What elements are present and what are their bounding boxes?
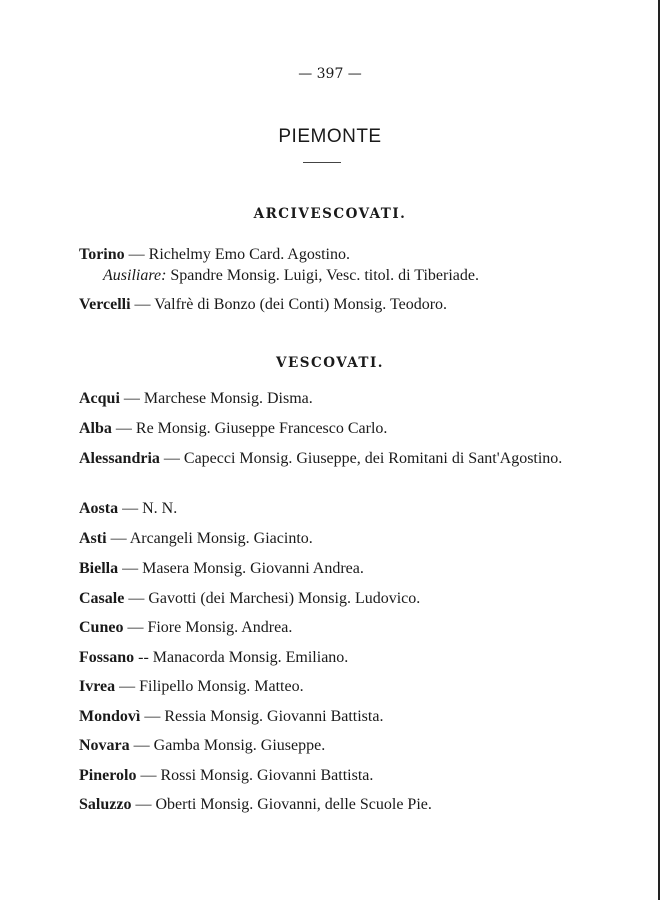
diocese-entry bbox=[79, 588, 569, 610]
dioceses-heading: VESCOVATI. bbox=[275, 355, 384, 371]
diocese-entry bbox=[79, 794, 569, 816]
separator: -- bbox=[134, 649, 153, 666]
see-name: Novara bbox=[79, 737, 130, 754]
separator: — bbox=[159, 450, 184, 467]
diocese-entry bbox=[79, 418, 569, 440]
see-name: Biella bbox=[79, 560, 119, 577]
archdiocese-entry bbox=[79, 244, 569, 266]
diocese-entry bbox=[79, 498, 569, 520]
see-name: Fossano bbox=[79, 649, 135, 666]
diocese-entry bbox=[79, 558, 569, 580]
separator: — bbox=[106, 530, 130, 547]
see-name: Casale bbox=[79, 590, 125, 607]
see-name: Mondovì bbox=[79, 708, 141, 725]
diocese-entry bbox=[79, 388, 569, 410]
bishop-name: Richelmy Emo Card. Agostino. bbox=[148, 246, 350, 263]
see-name: Alessandria bbox=[79, 450, 160, 467]
title-divider bbox=[303, 162, 341, 163]
bishop-name: Valfrè di Bonzo (dei Conti) Monsig. Teodoro. bbox=[154, 296, 448, 313]
separator: — bbox=[124, 590, 149, 607]
bishop-name: Fiore Monsig. Andrea. bbox=[147, 619, 293, 636]
see-name: Cuneo bbox=[79, 619, 124, 636]
separator: — bbox=[124, 246, 149, 263]
diocese-entry bbox=[79, 647, 569, 669]
separator: — bbox=[119, 390, 144, 407]
diocese-entry bbox=[79, 676, 569, 698]
bishop-name: Gamba Monsig. Giuseppe. bbox=[153, 737, 326, 754]
archdiocese-entry bbox=[79, 294, 569, 316]
bishop-name: Manacorda Monsig. Emiliano. bbox=[152, 649, 349, 666]
bishop-name: Capecci Monsig. Giuseppe, dei Romitani di Sant'Agostino. bbox=[183, 450, 563, 467]
diocese-entry bbox=[79, 706, 569, 728]
page-number: — 397 — bbox=[298, 66, 362, 82]
separator: — bbox=[129, 737, 154, 754]
auxiliary-entry bbox=[103, 265, 573, 287]
separator: — bbox=[131, 796, 156, 813]
bishop-name: Gavotti (dei Marchesi) Monsig. Ludovico. bbox=[148, 590, 421, 607]
see-name: Torino bbox=[79, 246, 125, 263]
separator: — bbox=[111, 420, 136, 437]
bishop-name: Marchese Monsig. Disma. bbox=[143, 390, 313, 407]
auxiliary-name: Spandre Monsig. Luigi, Vesc. titol. di Tiberiade. bbox=[166, 267, 479, 284]
separator: — bbox=[115, 678, 140, 695]
diocese-entry bbox=[79, 765, 569, 787]
diocese-entry bbox=[79, 528, 569, 550]
bishop-name: Re Monsig. Giuseppe Francesco Carlo. bbox=[135, 420, 388, 437]
bishop-name: Filipello Monsig. Matteo. bbox=[139, 678, 304, 695]
separator: — bbox=[123, 619, 148, 636]
bishop-name: Ressia Monsig. Giovanni Battista. bbox=[164, 708, 384, 725]
diocese-entry bbox=[79, 735, 569, 757]
archdioceses-heading: ARCIVESCOVATI. bbox=[253, 206, 407, 222]
see-name: Ivrea bbox=[79, 678, 116, 695]
see-name: Vercelli bbox=[79, 296, 131, 313]
diocese-entry bbox=[79, 448, 565, 470]
separator: — bbox=[118, 500, 143, 517]
see-name: Aosta bbox=[79, 500, 119, 517]
see-name: Saluzzo bbox=[79, 796, 132, 813]
auxiliary-label: Ausiliare: bbox=[103, 267, 167, 284]
see-name: Acqui bbox=[79, 390, 120, 407]
see-name: Alba bbox=[79, 420, 112, 437]
bishop-name: Rossi Monsig. Giovanni Battista. bbox=[160, 767, 374, 784]
region-title: PIEMONTE bbox=[278, 126, 382, 147]
separator: — bbox=[140, 708, 165, 725]
bishop-name: N. N. bbox=[142, 500, 178, 517]
separator: — bbox=[118, 560, 143, 577]
bishop-name: Oberti Monsig. Giovanni, delle Scuole Pie. bbox=[155, 796, 432, 813]
separator: — bbox=[130, 296, 155, 313]
diocese-entry bbox=[79, 617, 569, 639]
bishop-name: Masera Monsig. Giovanni Andrea. bbox=[142, 560, 364, 577]
see-name: Asti bbox=[79, 530, 107, 547]
see-name: Pinerolo bbox=[79, 767, 137, 784]
separator: — bbox=[136, 767, 161, 784]
bishop-name: Arcangeli Monsig. Giacinto. bbox=[129, 530, 313, 547]
